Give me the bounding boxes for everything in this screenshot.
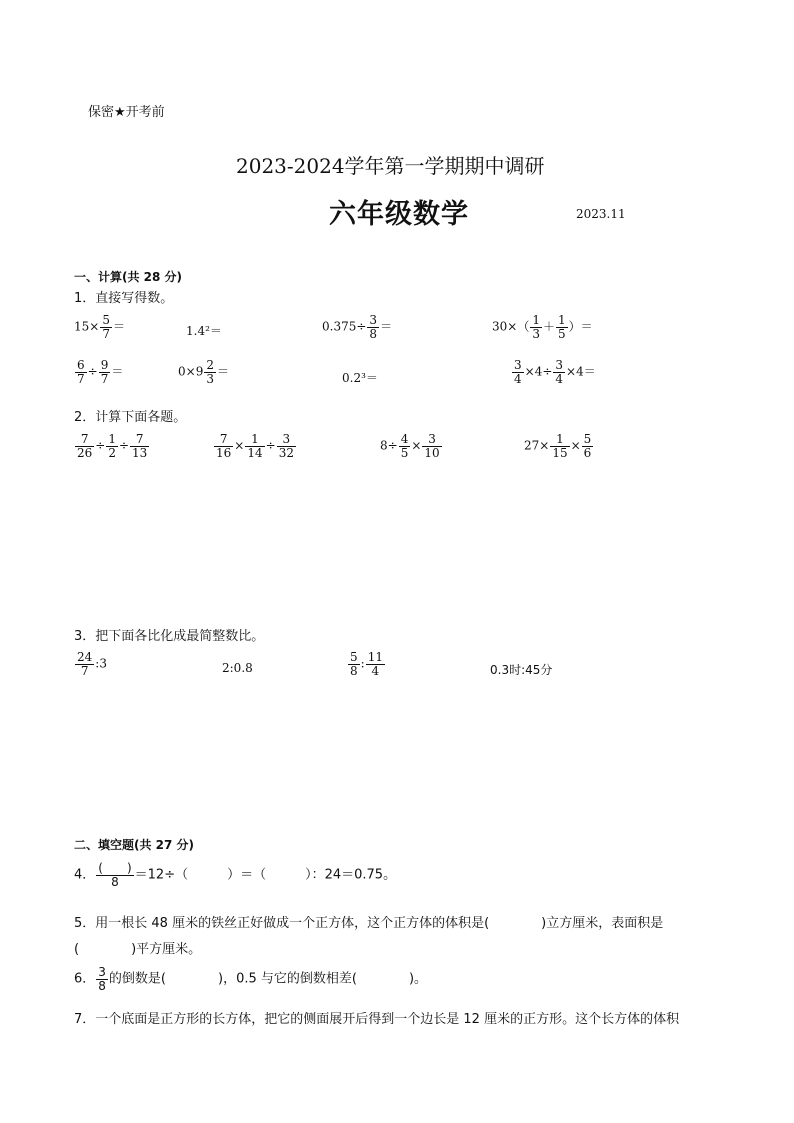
q1-item-b: 1.4²＝ bbox=[186, 324, 222, 338]
exam-date: 2023.11 bbox=[576, 207, 626, 221]
q1-item-d: 30×（ $\frac{1}{3}$ ＋ $\frac{1}{5}$ ）＝ bbox=[492, 313, 593, 341]
q3-item-b: 2:0.8 bbox=[222, 661, 253, 675]
q1-item-a: 15× $\frac{5}{7}$ ＝ bbox=[74, 313, 125, 341]
exam-subject-title: 六年级数学 bbox=[329, 199, 469, 230]
section1-heading: 一、计算(共 28 分) bbox=[74, 270, 183, 284]
q3-item-d: 0.3时:45分 bbox=[490, 663, 553, 677]
section2-heading: 二、填空题(共 27 分) bbox=[74, 838, 195, 852]
question-7: 7．一个底面是正方形的长方体，把它的侧面展开后得到一个边长是 12 厘米的正方形。这个长方体的体积 bbox=[74, 1012, 680, 1027]
q2-item-a: $\frac{7}{26}$ ÷ $\frac{1}{2}$ ÷ $\frac{7}{13}$ bbox=[77, 432, 148, 460]
q2-item-c: 8÷ $\frac{4}{5}$ × $\frac{3}{10}$ bbox=[380, 432, 440, 460]
question-5-line1: 5．用一根长 48 厘米的铁丝正好做成一个正方体，这个正方体的体积是( )立方厘米，表面积是 bbox=[74, 916, 664, 931]
q3-item-c: $\frac{5}{8}$ : $\frac{11}{4}$ bbox=[350, 650, 383, 678]
question-1-label: 1．直接写得数。 bbox=[74, 291, 174, 306]
q1-item-h: $\frac{3}{4}$ ×4÷ $\frac{3}{4}$ ×4＝ bbox=[514, 358, 596, 386]
question-3-label: 3．把下面各比化成最简整数比。 bbox=[74, 629, 265, 644]
q2-item-b: $\frac{7}{16}$ × $\frac{1}{14}$ ÷ $\frac{3}{32}$ bbox=[216, 432, 294, 460]
q1-item-c: 0.375÷ $\frac{3}{8}$ ＝ bbox=[322, 313, 393, 341]
q2-item-d: 27× $\frac{1}{15}$ × $\frac{5}{6}$ bbox=[524, 432, 592, 460]
q1-item-e: $\frac{6}{7}$ ÷ $\frac{9}{7}$ ＝ bbox=[77, 358, 124, 386]
q1-item-f: 0×9 $\frac{2}{3}$ ＝ bbox=[178, 358, 229, 386]
q3-item-a: $\frac{24}{7}$ :3 bbox=[77, 650, 107, 678]
confidential-label: 保密★开考前 bbox=[88, 105, 165, 120]
question-6: 6． $\frac{3}{8}$ 的倒数是( )，0.5 与它的倒数相差( )。 bbox=[74, 965, 428, 993]
question-4: 4． $\frac{( )}{8}$ ＝12÷（ ）＝（ ）：24＝0.75。 bbox=[74, 861, 397, 889]
question-2-label: 2．计算下面各题。 bbox=[74, 410, 187, 425]
q1-item-g: 0.2³＝ bbox=[342, 371, 378, 385]
exam-title: 2023-2024学年第一学期期中调研 bbox=[236, 154, 545, 178]
question-5-line2: ( )平方厘米。 bbox=[74, 942, 202, 957]
